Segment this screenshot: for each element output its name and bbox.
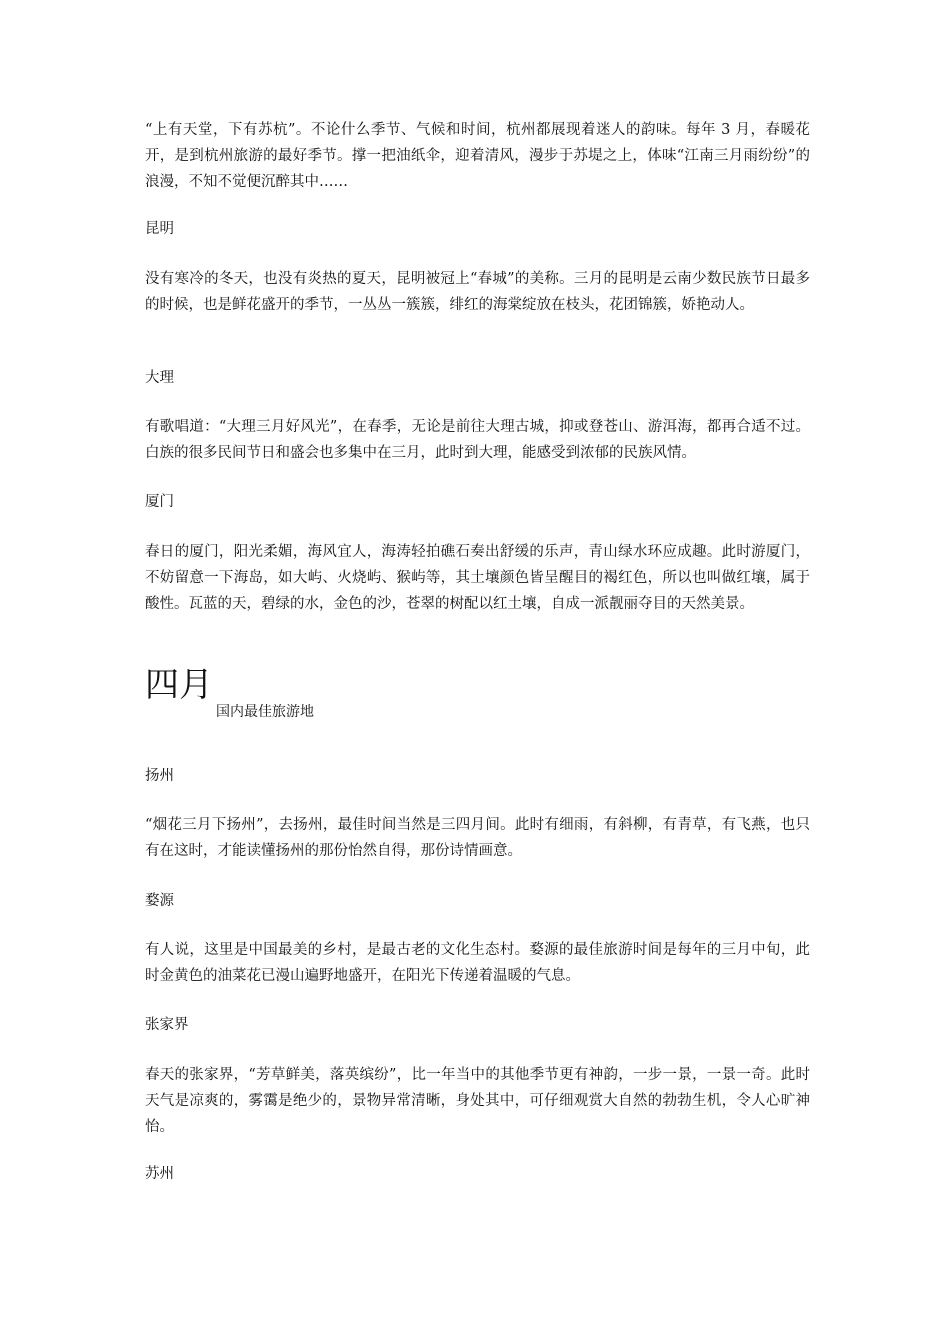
- xiamen-heading: 厦门: [145, 494, 174, 510]
- dali-paragraph: 有歌唱道：“大理三月好风光”，在春季，无论是前往大理古城，抑或登苍山、游洱海，都再合适不过。白族的很多民间节日和盛会也多集中在三月，此时到大理，能感受到浓郁的民族风情。: [145, 419, 810, 461]
- suzhou-heading: 苏州: [145, 1166, 174, 1182]
- hangzhou-paragraph: “上有天堂，下有苏杭”。不论什么季节、气候和时间，杭州都展现着迷人的韵味。每年 3 月，春暖花开，是到杭州旅游的最好季节。撑一把油纸伞，迎着清风，漫步于苏堤之上，体味“江南三月雨纷纷”的浪漫，不知不觉便沉醉其中……: [145, 122, 810, 190]
- kunming-heading: 昆明: [145, 221, 174, 237]
- zhangjiajie-heading: 张家界: [145, 1017, 189, 1033]
- dali-heading: 大理: [145, 370, 174, 386]
- zhangjiajie-paragraph: 春天的张家界，“芳草鲜美，落英缤纷”，比一年当中的其他季节更有神韵，一步一景，一景一奇。此时天气是凉爽的，雾霭是绝少的，景物异常清晰，身处其中，可仔细观赏大自然的勃勃生机，令人心旷神怡。: [145, 1067, 810, 1135]
- yangzhou-heading: 扬州: [145, 768, 174, 784]
- month-subtitle: 国内最佳旅游地: [216, 704, 314, 720]
- month-title: 四月: [145, 665, 213, 705]
- wuyuan-paragraph: 有人说，这里是中国最美的乡村，是最古老的文化生态村。婺源的最佳旅游时间是每年的三月中旬，此时金黄色的油菜花已漫山遍野地盛开，在阳光下传递着温暖的气息。: [145, 942, 810, 984]
- kunming-paragraph: 没有寒冷的冬天，也没有炎热的夏天，昆明被冠上“春城”的美称。三月的昆明是云南少数民族节日最多的时候，也是鲜花盛开的季节，一丛丛一簇簇，绯红的海棠绽放在枝头，花团锦簇，娇艳动人。: [145, 271, 810, 313]
- xiamen-paragraph: 春日的厦门，阳光柔媚，海风宜人，海涛轻拍礁石奏出舒缓的乐声，青山绿水环应成趣。此时游厦门，不妨留意一下海岛，如大屿、火烧屿、猴屿等，其土壤颜色皆呈醒目的褐红色，所以也叫做红壤，属于酸性。瓦蓝的天，碧绿的水，金色的沙，苍翠的树配以红土壤，自成一派靓丽夺目的天然美景。: [145, 544, 810, 612]
- wuyuan-heading: 婺源: [145, 893, 174, 909]
- yangzhou-paragraph: “烟花三月下扬州”，去扬州，最佳时间当然是三四月间。此时有细雨，有斜柳，有青草，有飞燕，也只有在这时，才能读懂扬州的那份怡然自得，那份诗情画意。: [145, 817, 810, 859]
